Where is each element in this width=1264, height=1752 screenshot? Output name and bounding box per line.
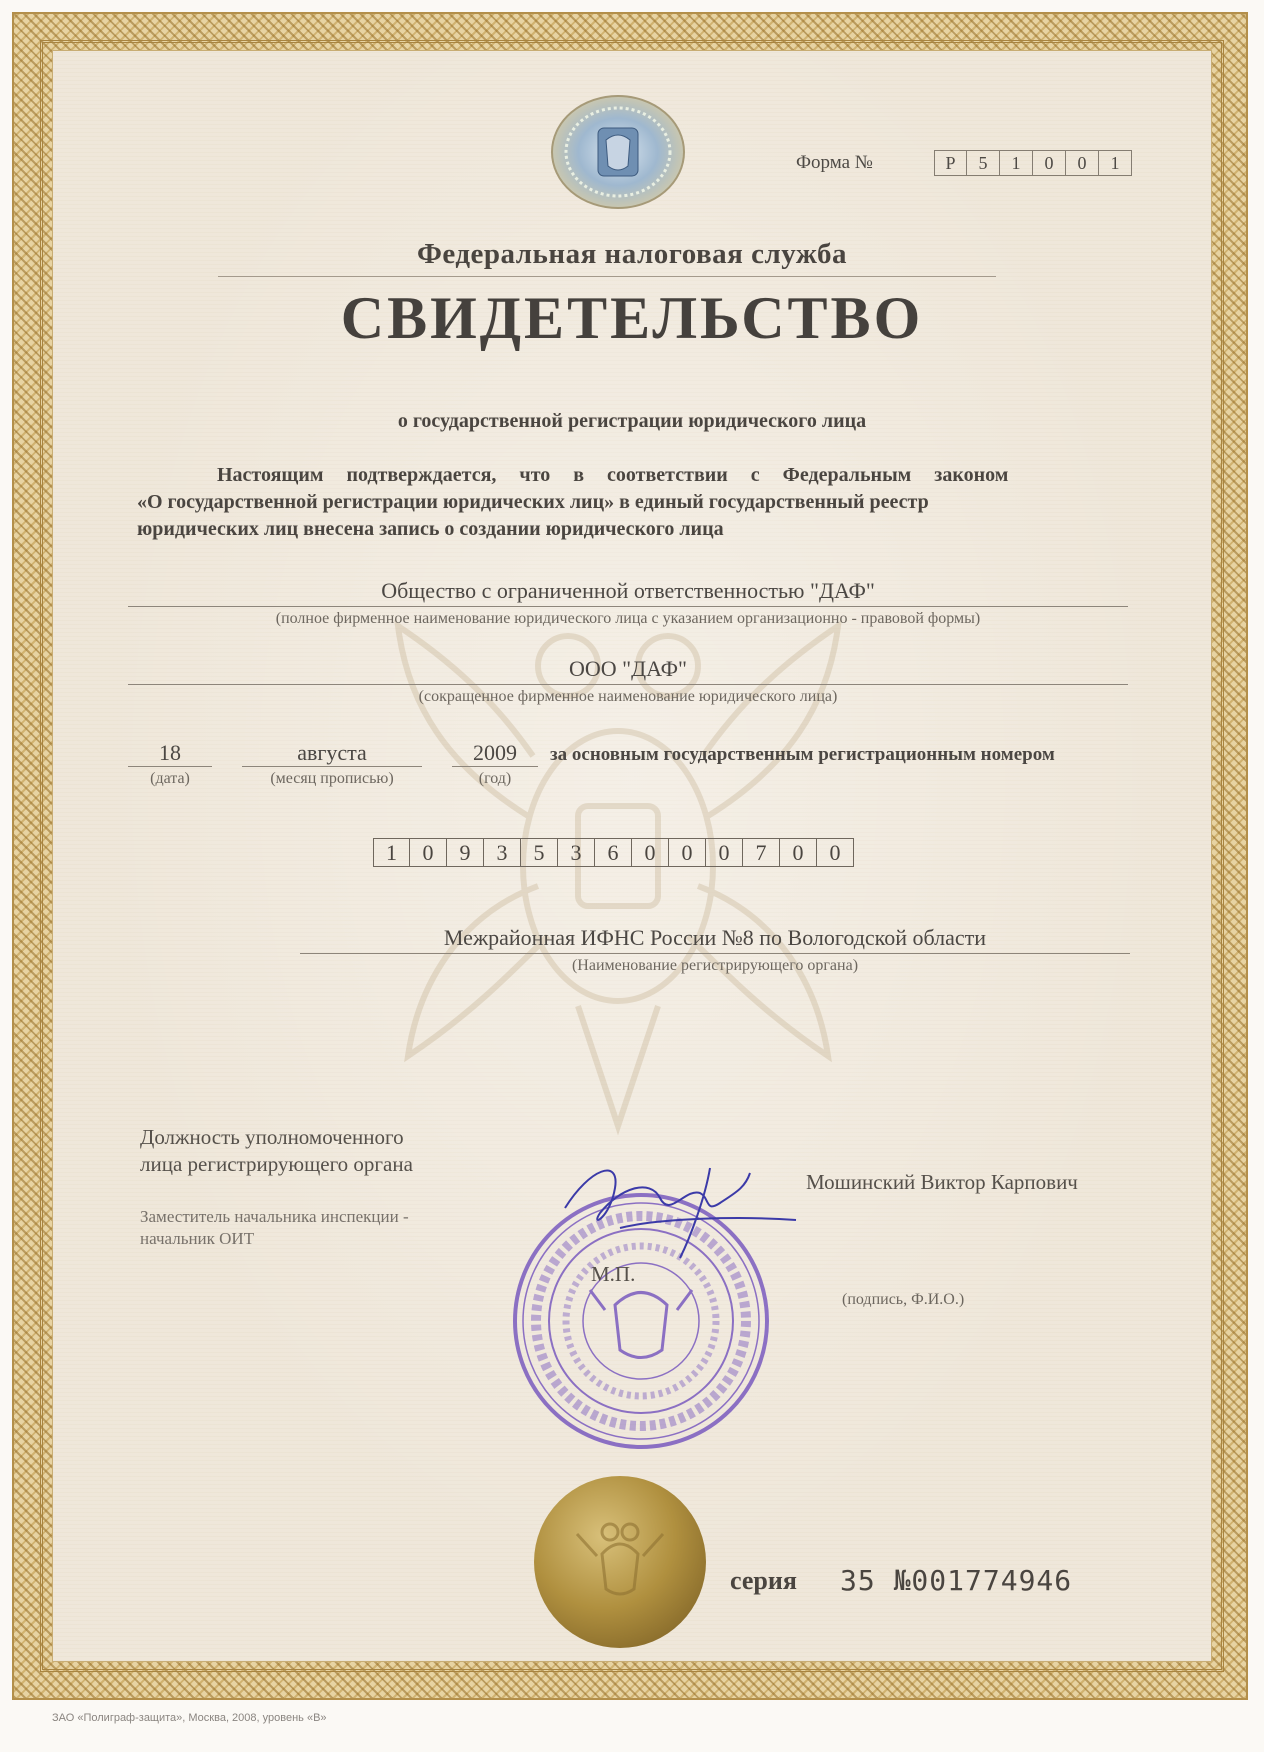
ogrn-digit: 0 <box>410 838 447 867</box>
printer-imprint: ЗАО «Полиграф-защита», Москва, 2008, уровень «В» <box>52 1712 327 1724</box>
series-label: серия <box>730 1566 797 1595</box>
signatory-position <box>140 1206 409 1250</box>
position-line: Заместитель начальника инспекции - <box>140 1207 409 1226</box>
ogrn-digit: 0 <box>706 838 743 867</box>
ogrn-digit: 5 <box>521 838 558 867</box>
hologram-emblem-icon <box>548 92 688 212</box>
signature-icon <box>560 1158 800 1268</box>
authority-caption: (Наименование регистрирующего органа) <box>571 957 859 974</box>
certification-paragraph <box>137 462 1140 543</box>
registration-day: 18 <box>159 740 181 765</box>
form-code-char: 0 <box>1033 150 1066 176</box>
entity-short-name: ООО "ДАФ" <box>568 656 687 681</box>
series-number: 35 №001774946 <box>840 1564 1073 1597</box>
entity-full-name-caption: (полное фирменное наименование юридического лица с указанием организационно - правовой формы) <box>275 610 981 627</box>
position-label <box>140 1124 413 1178</box>
ogrn-digit: 7 <box>743 838 780 867</box>
day-caption: (дата) <box>150 770 190 787</box>
form-code-char: Р <box>934 150 967 176</box>
ogrn-digit: 0 <box>669 838 706 867</box>
form-code-char: 1 <box>1099 150 1132 176</box>
month-caption: (месяц прописью) <box>270 770 394 787</box>
signature-caption: (подпись, Ф.И.О.) <box>842 1291 965 1308</box>
agency-name: Федеральная налоговая служба <box>416 238 848 270</box>
registering-authority: Межрайонная ИФНС России №8 по Вологодской области <box>443 925 987 950</box>
paragraph-line: Настоящим подтверждается, что в соответствии с Федеральным законом <box>217 464 1009 486</box>
position-label-line: лица регистрирующего органа <box>140 1152 413 1176</box>
position-label-line: Должность уполномоченного <box>140 1125 404 1149</box>
gold-seal-icon <box>532 1474 708 1650</box>
divider <box>300 953 1130 954</box>
certificate-subtitle: о государственной регистрации юридического лица <box>397 410 867 432</box>
registration-year: 2009 <box>473 740 517 765</box>
divider <box>128 606 1128 607</box>
divider <box>128 684 1128 685</box>
entity-short-name-caption: (сокращенное фирменное наименование юридического лица) <box>418 688 838 705</box>
form-code-char: 1 <box>1000 150 1033 176</box>
registration-month: августа <box>297 740 367 765</box>
entity-full-name: Общество с ограниченной ответственностью "ДАФ" <box>381 578 875 603</box>
divider <box>242 766 422 767</box>
ogrn-digit: 0 <box>817 838 854 867</box>
form-code-char: 5 <box>967 150 1000 176</box>
ogrn-digit: 3 <box>484 838 521 867</box>
paragraph-line: юридических лиц внесена запись о создании юридического лица <box>137 518 724 540</box>
ogrn-digit: 9 <box>447 838 484 867</box>
form-number-boxes <box>934 150 1132 176</box>
ogrn-digit: 3 <box>558 838 595 867</box>
year-caption: (год) <box>478 770 512 787</box>
ogrn-boxes <box>373 838 854 867</box>
ogrn-label: за основным государственным регистрационным номером <box>550 744 1055 765</box>
paragraph-line: «О государственной регистрации юридических лиц» в единый государственный реестр <box>137 491 929 513</box>
ogrn-digit: 6 <box>595 838 632 867</box>
ogrn-digit: 0 <box>632 838 669 867</box>
form-number-label: Форма № <box>796 152 873 173</box>
ogrn-digit: 0 <box>780 838 817 867</box>
divider <box>218 276 996 277</box>
certificate-title: СВИДЕТЕЛЬСТВО <box>340 285 924 351</box>
form-code-char: 0 <box>1066 150 1099 176</box>
divider <box>452 766 538 767</box>
signatory-name: Мошинский Виктор Карпович <box>806 1170 1078 1194</box>
position-line: начальник ОИТ <box>140 1229 255 1248</box>
seal-place-label: М.П. <box>591 1262 636 1286</box>
divider <box>128 766 212 767</box>
ogrn-digit: 1 <box>373 838 410 867</box>
